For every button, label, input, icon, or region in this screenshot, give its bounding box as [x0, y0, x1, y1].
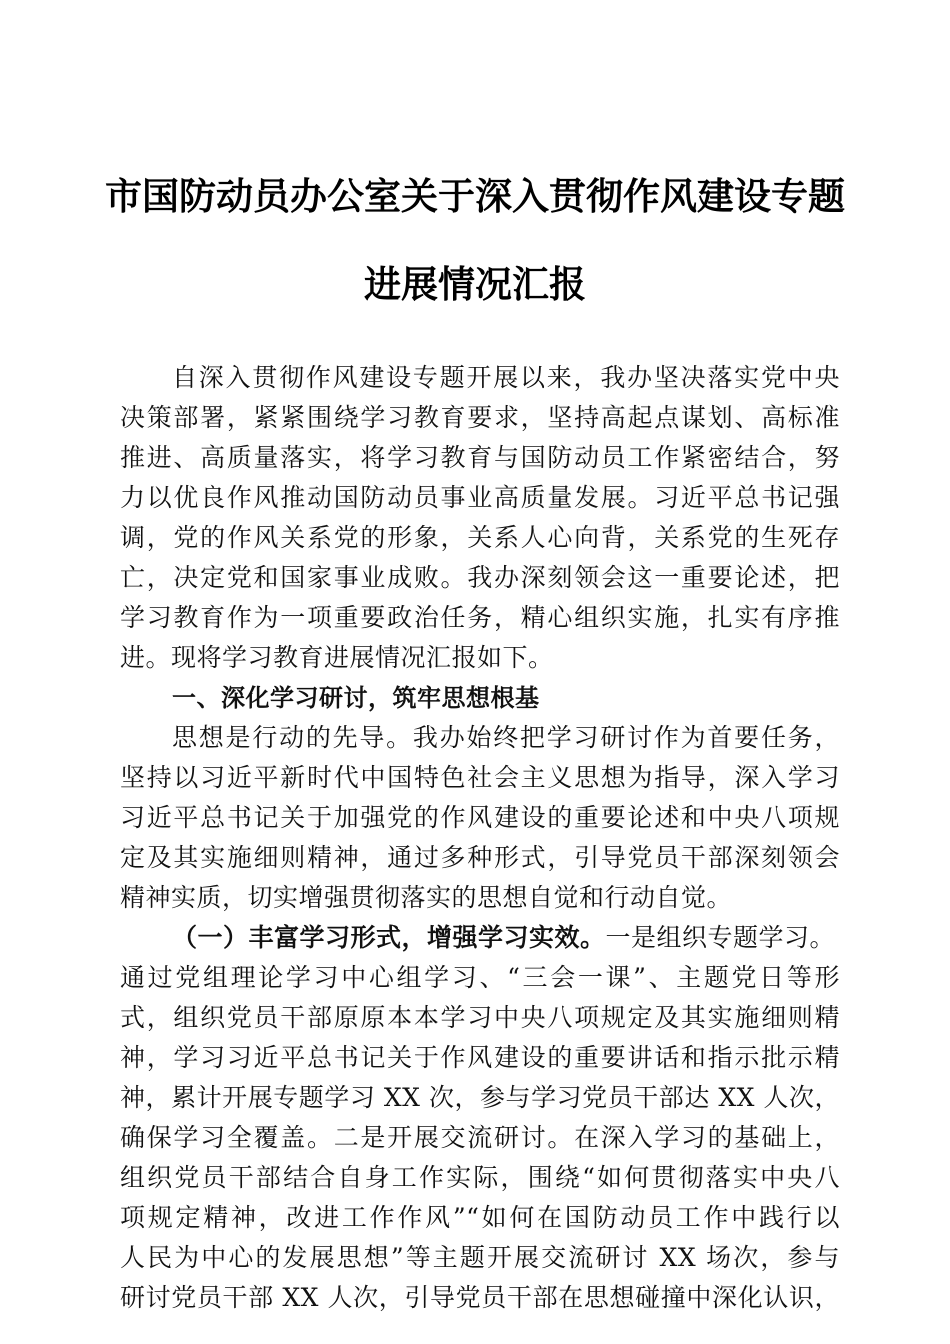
intro-line: 学习教育作为一项重要政治任务，精心组织实施，扎实有序推 [120, 603, 840, 632]
subsection-first-line [172, 918, 840, 958]
intro-line: 决策部署，紧紧围绕学习教育要求，坚持高起点谋划、高标准 [120, 403, 840, 432]
subsection-line: 式，组织党员干部原原本本学习中央八项规定及其实施细则精 [120, 1003, 840, 1032]
section-heading: 一、深化学习研讨，筑牢思想根基 [172, 684, 540, 712]
intro-line: 力以优良作风推动国防动员事业高质量发展。习近平总书记强 [120, 483, 840, 512]
intro-line: 进。现将学习教育进展情况汇报如下。 [120, 643, 554, 672]
intro-line: 亡，决定党和国家事业成败。我办深刻领会这一重要论述，把 [120, 563, 840, 592]
subsection-line: 研讨党员干部 XX 人次，引导党员干部在思想碰撞中深化认识， [120, 1283, 840, 1312]
subsection-line: 确保学习全覆盖。二是开展交流研讨。在深入学习的基础上， [120, 1123, 840, 1152]
intro-line: 推进、高质量落实，将学习教育与国防动员工作紧密结合，努 [120, 443, 840, 472]
subsection-heading: （一）丰富学习形式，增强学习实效。 [172, 923, 606, 952]
subsection-line: 神，累计开展专题学习 XX 次，参与学习党员干部达 XX 人次， [120, 1083, 840, 1112]
subsection-line: 人民为中心的发展思想”等主题开展交流研讨 XX 场次，参与 [120, 1243, 840, 1272]
document-title-line-1: 市国防动员办公室关于深入贯彻作风建设专题 [105, 174, 845, 218]
subsection-line: 通过党组理论学习中心组学习、“三会一课”、主题党日等形 [120, 963, 840, 992]
subsection-line: 神，学习习近平总书记关于作风建设的重要讲话和指示批示精 [120, 1043, 840, 1072]
section-line: 定及其实施细则精神，通过多种形式，引导党员干部深刻领会 [120, 843, 840, 872]
document-title-line-2: 进展情况汇报 [364, 262, 586, 306]
section-line: 思想是行动的先导。我办始终把学习研讨作为首要任务， [172, 723, 840, 752]
subsection-line: 组织党员干部结合自身工作实际，围绕“如何贯彻落实中央八 [120, 1163, 840, 1192]
subsection-first-text: 一是组织专题学习。 [605, 923, 836, 952]
subsection-line: 项规定精神，改进工作作风”“如何在国防动员工作中践行以 [120, 1203, 840, 1232]
section-line: 习近平总书记关于加强党的作风建设的重要论述和中央八项规 [120, 803, 840, 832]
section-line: 坚持以习近平新时代中国特色社会主义思想为指导，深入学习 [120, 763, 840, 792]
intro-line: 自深入贯彻作风建设专题开展以来，我办坚决落实党中央 [172, 363, 840, 392]
section-line: 精神实质，切实增强贯彻落实的思想自觉和行动自觉。 [120, 883, 733, 912]
intro-line: 调，党的作风关系党的形象，关系人心向背，关系党的生死存 [120, 523, 840, 552]
